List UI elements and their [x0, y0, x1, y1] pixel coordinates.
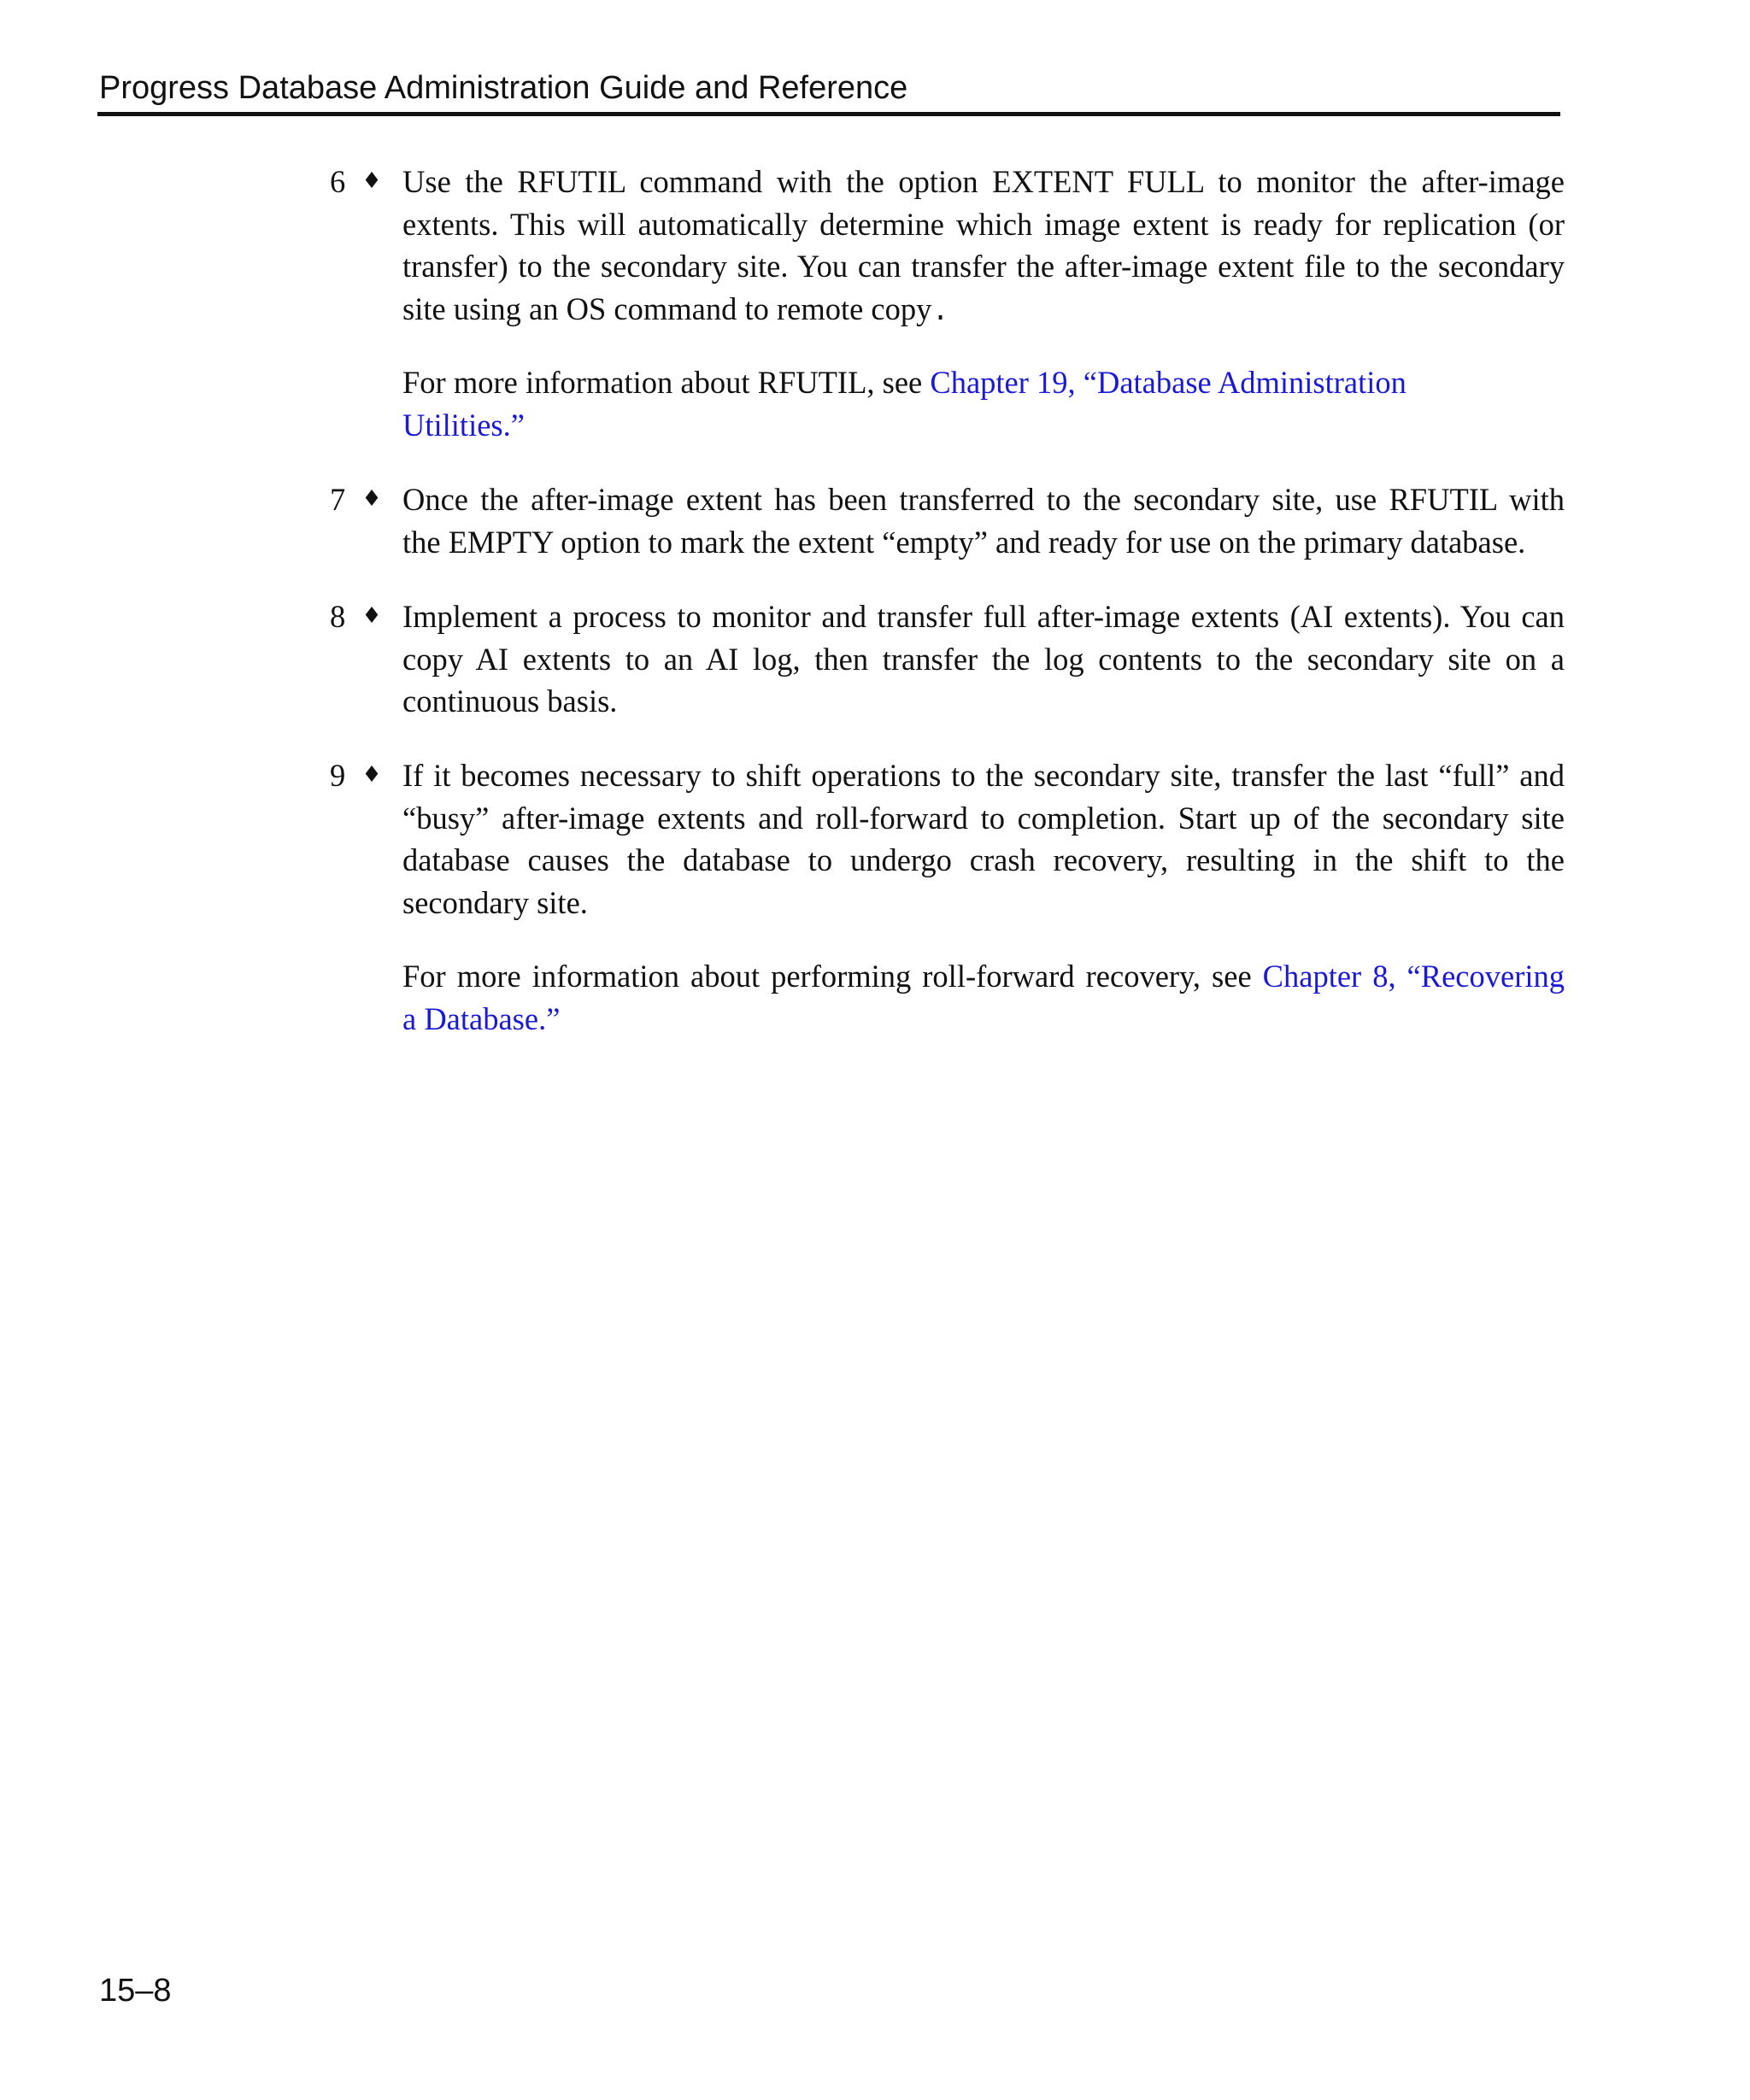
step-line: If it becomes necessary to shift operations to the secondary site, transfer the last “full” and [402, 758, 1565, 793]
step-line: copy AI extents to an AI log, then transfer the log contents to the secondary site on a [402, 641, 1565, 677]
step-line: secondary site. [402, 884, 588, 920]
page-number: 15–8 [99, 1973, 172, 2009]
running-header: Progress Database Administration Guide and Reference [99, 70, 908, 106]
step-line: database causes the database to undergo crash recovery, resulting in the shift to the [402, 842, 1565, 877]
step-line: Implement a process to monitor and transfer full after-image extents (AI extents). You can [402, 599, 1565, 634]
chapter-8-link[interactable]: Chapter 8, “Recovering [1262, 959, 1565, 994]
note-line [402, 404, 1565, 447]
diamond-bullet-icon: ♦ [361, 603, 382, 629]
step-line: extents. This will automatically determine which image extent is ready for replication (or [402, 206, 1565, 242]
note-line [402, 361, 1565, 404]
note-lead: For more information about performing roll-forward recovery, see [402, 959, 1263, 994]
step-line: Once the after-image extent has been transferred to the secondary site, use RFUTIL with [402, 482, 1565, 517]
step-number: 7 [330, 482, 346, 517]
header-rule [97, 112, 1560, 116]
step-number: 8 [330, 599, 346, 634]
step-line [402, 288, 1565, 335]
code-period: . [931, 296, 949, 329]
step-text [402, 161, 1565, 334]
step-line: the EMPTY option to mark the extent “empty” and ready for use on the primary database. [402, 524, 1526, 560]
chapter-8-link-cont[interactable]: a Database.” [402, 1000, 561, 1036]
step-line: “busy” after-image extents and roll-forward to completion. Start up of the secondary site [402, 800, 1565, 836]
step-number: 6 [330, 164, 346, 199]
note-line [402, 955, 1565, 998]
step-text [402, 595, 1565, 723]
chapter-19-link-cont[interactable]: Utilities.” [402, 407, 525, 443]
step-line: continuous basis. [402, 683, 618, 719]
note-text [402, 955, 1565, 1040]
step-line-text: site using an OS command to remote copy [402, 290, 932, 326]
step-text [402, 478, 1565, 563]
step-line: Use the RFUTIL command with the option EXTENT FULL to monitor the after-image [402, 164, 1565, 199]
diamond-bullet-icon: ♦ [361, 168, 382, 194]
step-line: transfer) to the secondary site. You can transfer the after-image extent file to the secondary [402, 249, 1565, 284]
step-number: 9 [330, 758, 346, 793]
note-text [402, 361, 1565, 446]
diamond-bullet-icon: ♦ [361, 486, 382, 512]
note-line [402, 998, 1565, 1041]
note-lead: For more information about RFUTIL, see [402, 365, 931, 400]
step-text [402, 754, 1565, 924]
diamond-bullet-icon: ♦ [361, 762, 382, 788]
chapter-19-link[interactable]: Chapter 19, “Database Administration [930, 365, 1406, 400]
